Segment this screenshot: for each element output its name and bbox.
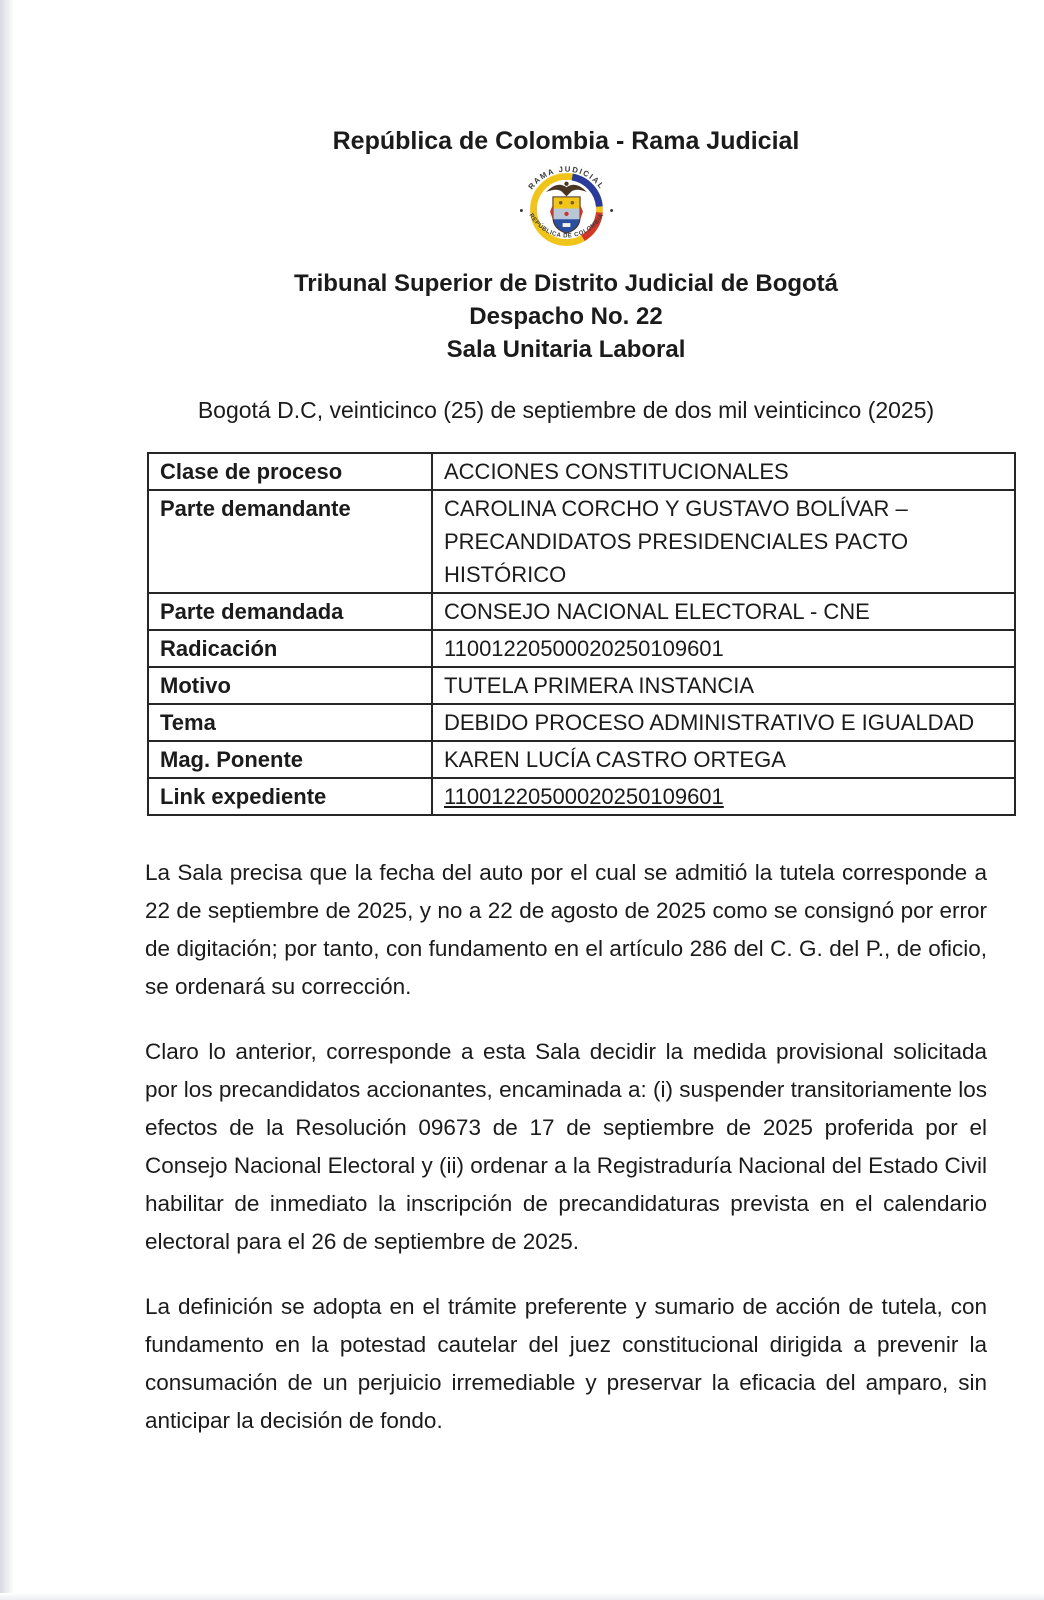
seal-container [145, 161, 987, 259]
row-value [432, 778, 1015, 815]
condor-icon [546, 182, 587, 197]
row-label: Motivo [148, 667, 432, 704]
paragraph-provisional-measure: Claro lo anterior, corresponde a esta Sala decidir la medida provisional solicitada por los precandidatos accionantes, encaminada a: (i) suspender transitoriamente los efectos de la Resolución 09673 de 17 de septiembre de 2025 proferida por el Consejo Nacional Electoral y (ii) ordenar a la Registraduría Nacional del Estado Civil habilitar de inmediato la inscripción de precandidaturas prevista en el calendario electoral para el 26 de septiembre de 2025. [145, 1039, 987, 1254]
table-row-mag-ponente [148, 741, 1015, 778]
seal-top-text: RAMA JUDICIAL [525, 164, 607, 192]
row-label: Parte demandada [148, 593, 432, 630]
table-row-motivo [148, 667, 1015, 704]
office-number: Despacho No. 22 [469, 303, 663, 330]
shield-icon [550, 197, 583, 234]
document-content [145, 0, 987, 1440]
row-value: CONSEJO NACIONAL ELECTORAL - CNE [432, 593, 1015, 630]
table-row-parte-demandante [148, 490, 1015, 593]
expediente-link[interactable]: 11001220500020250109601 [444, 784, 724, 809]
row-label: Mag. Ponente [148, 741, 432, 778]
row-value: ACCIONES CONSTITUCIONALES [432, 453, 1015, 490]
table-row-tema [148, 704, 1015, 741]
row-value: DEBIDO PROCESO ADMINISTRATIVO E IGUALDAD [432, 704, 1015, 741]
court-name: Tribunal Superior de Distrito Judicial de Bogotá [293, 270, 839, 297]
page-title: República de Colombia - Rama Judicial [332, 127, 800, 155]
row-label: Parte demandante [148, 490, 432, 593]
row-label: Clase de proceso [148, 453, 432, 490]
seal-right-dot [610, 209, 613, 212]
table-row-radicacion [148, 630, 1015, 667]
chamber-name: Sala Unitaria Laboral [446, 336, 686, 363]
table-row-link-expediente [148, 778, 1015, 815]
page-bottom-edge-shadow [0, 1593, 1044, 1600]
page-left-edge-shadow [0, 0, 14, 1600]
row-label: Tema [148, 704, 432, 741]
paragraph-tutela-basis: La definición se adopta en el trámite preferente y sumario de acción de tutela, con fundamento en la potestad cautelar del juez constitucional dirigida a prevenir la consumación de un perjuicio irremediable y preservar la eficacia del amparo, sin anticipar la decisión de fondo. [145, 1294, 987, 1433]
dateline: Bogotá D.C, veinticinco (25) de septiembre de dos mil veinticinco (2025) [197, 397, 935, 423]
row-value: 11001220500020250109601 [432, 630, 1015, 667]
paragraph-correction: La Sala precisa que la fecha del auto por el cual se admitió la tutela corresponde a 22 de septiembre de 2025, y no a 22 de agosto de 2025 como se consignó por error de digitación; por tanto, con fundamento en el artículo 286 del C. G. del P., de oficio, se ordenará su corrección. [145, 860, 987, 999]
row-label: Link expediente [148, 778, 432, 815]
seal-bottom-text: REPÚBLICA DE COLOMBIA [527, 212, 605, 240]
case-info-table [147, 452, 1016, 816]
seal-left-dot [519, 209, 522, 212]
row-value: TUTELA PRIMERA INSTANCIA [432, 667, 1015, 704]
row-value: KAREN LUCÍA CASTRO ORTEGA [432, 741, 1015, 778]
row-value: CAROLINA CORCHO Y GUSTAVO BOLÍVAR – PRECANDIDATOS PRESIDENCIALES PACTO HISTÓRICO [432, 490, 1015, 593]
court-header [145, 267, 987, 366]
table-row-parte-demandada [148, 593, 1015, 630]
colombia-coat-of-arms-seal-icon [518, 161, 615, 258]
table-row-clase-de-proceso [148, 453, 1015, 490]
row-label: Radicación [148, 630, 432, 667]
